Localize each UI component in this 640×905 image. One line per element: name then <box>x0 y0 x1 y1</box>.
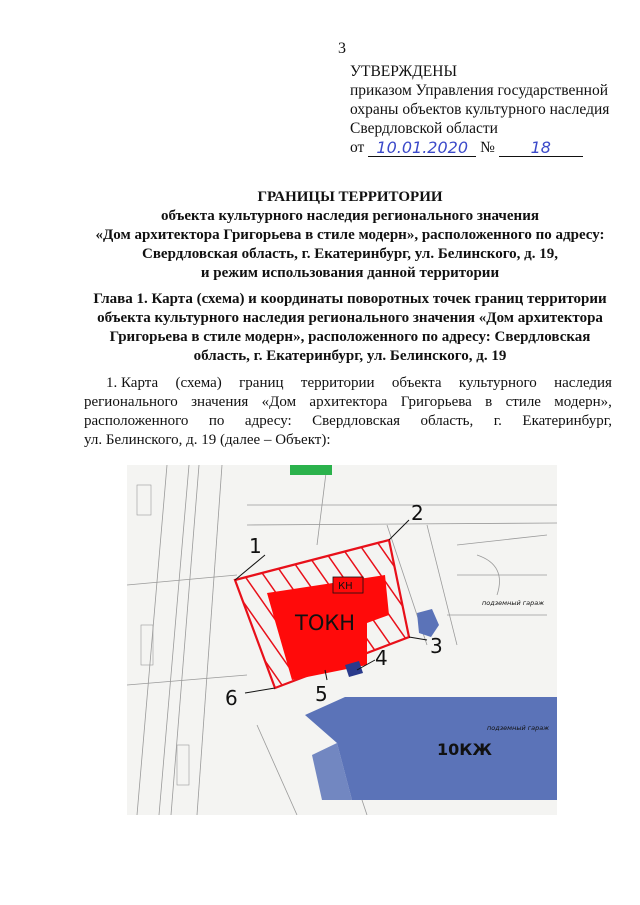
word: архитектора <box>309 394 388 410</box>
title-line: ГРАНИЦЫ ТЕРРИТОРИИ <box>257 189 443 205</box>
word: по <box>208 413 225 429</box>
approval-heading: УТВЕРЖДЕНЫ <box>350 63 457 80</box>
title-line: «Дом архитектора Григорьева в стиле модерн», расположенного по адресу: <box>95 227 605 243</box>
chapter-heading <box>70 290 630 366</box>
handwritten-number: 18 <box>530 138 551 157</box>
green-zone <box>290 465 332 475</box>
chapter-line: Григорьева в стиле модерн», расположенного по адресу: Свердловская <box>109 329 591 345</box>
approval-line: приказом Управления государственной <box>350 82 609 99</box>
boundary-point-label: 5 <box>315 682 328 706</box>
body-paragraph <box>84 374 612 450</box>
word: регионального <box>84 394 178 410</box>
chapter-line: Глава 1. Карта (схема) и координаты поворотных точек границ территории <box>93 291 607 307</box>
word: область, <box>420 413 474 429</box>
word: значения <box>191 394 249 410</box>
word: модерн», <box>554 394 612 410</box>
boundary-point-label: 2 <box>411 501 424 525</box>
word: «Дом <box>261 394 297 410</box>
document-title <box>70 188 630 283</box>
territory-map <box>127 465 557 815</box>
boundary-point-label: 3 <box>430 634 443 658</box>
word: г. <box>493 413 502 429</box>
word: в <box>485 394 493 410</box>
building-label: ТОКН <box>295 611 356 635</box>
word: стиле <box>505 394 541 410</box>
boundary-point-label: 4 <box>375 646 388 670</box>
word: расположенного <box>84 413 189 429</box>
page-number: 3 <box>338 40 346 57</box>
title-line: объекта культурного наследия регионального значения <box>161 208 539 224</box>
approval-date-line <box>350 138 609 157</box>
word: (схема) <box>175 375 222 391</box>
boundary-point-label: 1 <box>249 534 262 558</box>
word: Григорьева <box>400 394 472 410</box>
approval-line: охраны объектов культурного наследия <box>350 101 610 118</box>
approval-block <box>350 62 609 157</box>
word: территории <box>300 375 375 391</box>
parking-annotation: подземный гараж <box>487 724 550 732</box>
word: наследия <box>554 375 612 391</box>
date-field <box>368 138 476 157</box>
para-line <box>84 393 612 412</box>
word: границ <box>239 375 284 391</box>
chapter-line: объекта культурного наследия регионального значения «Дом архитектора <box>97 310 603 326</box>
word: 1. Карта <box>106 375 159 391</box>
number-label: № <box>480 139 495 156</box>
title-line: и режим использования данной территории <box>200 265 500 281</box>
mall-label: 10КЖ <box>437 740 492 759</box>
word: культурного <box>458 375 537 391</box>
para-line: ул. Белинского, д. 19 (далее – Объект): <box>84 432 331 448</box>
para-line <box>84 374 612 393</box>
para-line <box>84 412 612 431</box>
number-field <box>499 138 583 157</box>
word: Свердловская <box>312 413 401 429</box>
parking-annotation: подземный гараж <box>482 599 545 607</box>
word: адресу: <box>244 413 292 429</box>
word: Екатеринбург, <box>522 413 612 429</box>
from-label: от <box>350 139 365 156</box>
handwritten-date: 10.01.2020 <box>376 138 468 157</box>
chapter-line: область, г. Екатеринбург, ул. Белинского, д. 19 <box>193 348 507 364</box>
title-line: Свердловская область, г. Екатеринбург, ул. Белинского, д. 19, <box>142 246 558 262</box>
word: объекта <box>391 375 442 391</box>
boundary-point-label: 6 <box>225 686 238 710</box>
kn-label: КН <box>338 581 353 592</box>
approval-line: Свердловской области <box>350 120 498 137</box>
